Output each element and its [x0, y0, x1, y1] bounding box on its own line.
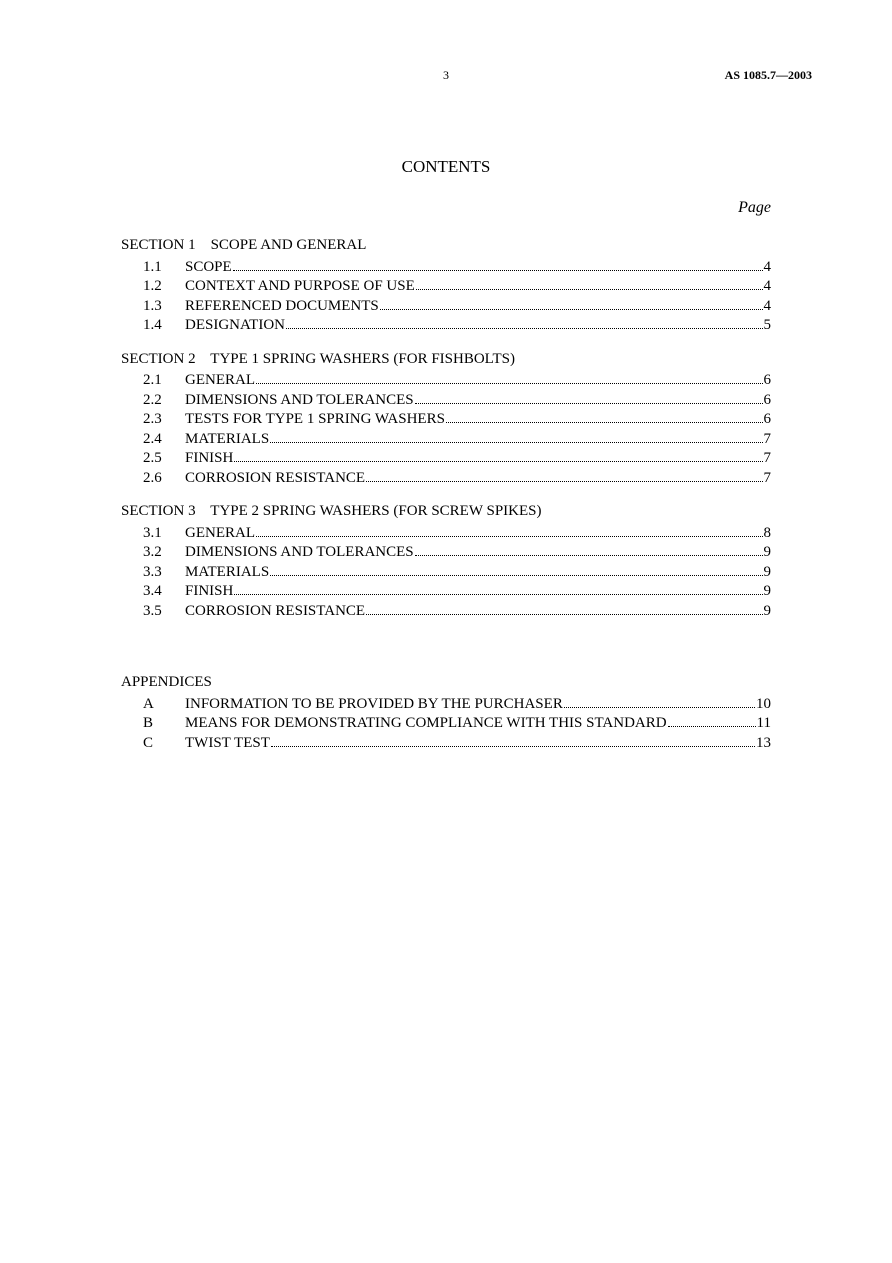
dot-leader — [564, 693, 755, 708]
entry-title: CONTEXT AND PURPOSE OF USE — [185, 278, 415, 294]
entry-page: 4 — [763, 278, 771, 294]
entry-number: 3.4 — [143, 583, 162, 599]
dot-leader — [234, 447, 762, 462]
entry-title: FINISH — [185, 583, 234, 599]
toc-entry[interactable] — [121, 522, 771, 542]
dot-leader — [270, 561, 762, 576]
toc-entry[interactable] — [121, 256, 771, 276]
dot-leader — [256, 522, 763, 537]
entry-page: 6 — [763, 372, 771, 388]
entry-title: MEANS FOR DEMONSTRATING COMPLIANCE WITH THIS STANDARD — [185, 715, 667, 731]
entry-title: CORROSION RESISTANCE — [185, 602, 366, 619]
entry-title: REFERENCED DOCUMENTS — [185, 297, 379, 314]
entry-page: 4 — [763, 258, 771, 275]
dot-leader — [415, 541, 763, 556]
entry-number: 3.3 — [143, 563, 162, 580]
entry-title: CORROSION RESISTANCE — [185, 469, 366, 486]
entry-title: MATERIALS — [185, 430, 270, 447]
entry-number: 3.2 — [143, 544, 162, 560]
entry-number: 3.5 — [143, 602, 162, 619]
toc-section-2 — [121, 350, 771, 487]
toc-section-3 — [121, 502, 771, 619]
toc-entry[interactable] — [121, 389, 771, 409]
dot-leader — [366, 467, 762, 482]
toc-entry[interactable] — [121, 408, 771, 428]
dot-leader — [233, 256, 763, 271]
entry-title: GENERAL — [185, 524, 255, 541]
entry-page: 6 — [763, 411, 771, 427]
dot-leader — [366, 600, 762, 615]
entry-page: 6 — [763, 391, 771, 408]
toc-entry[interactable] — [121, 314, 771, 334]
entry-number: 2.3 — [143, 411, 162, 427]
document-id: AS 1085.7—2003 — [724, 68, 812, 82]
table-of-contents — [121, 236, 771, 767]
entry-page: 4 — [763, 297, 771, 314]
entry-page: 9 — [763, 602, 771, 619]
entry-page: 8 — [763, 524, 771, 541]
entry-page: 13 — [756, 734, 771, 751]
entry-page: 7 — [763, 430, 771, 447]
entry-page: 9 — [763, 563, 771, 580]
toc-entry[interactable] — [121, 693, 771, 713]
section-heading: SECTION 2 TYPE 1 SPRING WASHERS (FOR FISHBOLTS) — [121, 350, 515, 367]
entry-number: 2.1 — [143, 372, 162, 388]
dot-leader — [271, 732, 755, 747]
toc-entry[interactable] — [121, 467, 771, 487]
dot-leader — [415, 389, 763, 404]
dot-leader — [446, 408, 763, 423]
entry-title: DIMENSIONS AND TOLERANCES — [185, 544, 414, 560]
entry-title: TESTS FOR TYPE 1 SPRING WASHERS — [185, 411, 445, 427]
entry-title: DESIGNATION — [185, 317, 285, 333]
dot-leader — [668, 712, 756, 727]
dot-leader — [270, 428, 762, 443]
entry-page: 11 — [756, 715, 771, 731]
entry-number: A — [143, 695, 154, 712]
toc-entry[interactable] — [121, 295, 771, 315]
toc-entry[interactable] — [121, 447, 771, 467]
entry-title: SCOPE — [185, 258, 232, 275]
entry-title: TWIST TEST — [185, 734, 270, 751]
entry-number: 1.2 — [143, 278, 162, 294]
toc-appendices — [121, 673, 771, 751]
page-column-label: Page — [738, 199, 771, 216]
dot-leader — [380, 295, 763, 310]
entry-page: 9 — [763, 583, 771, 599]
entry-number: 2.4 — [143, 430, 162, 447]
section-heading: SECTION 1 SCOPE AND GENERAL — [121, 237, 367, 253]
entry-page: 7 — [763, 469, 771, 486]
dot-leader — [416, 275, 763, 290]
toc-entry[interactable] — [121, 580, 771, 600]
toc-entry[interactable] — [121, 712, 771, 732]
entry-title: GENERAL — [185, 372, 255, 388]
entry-title: DIMENSIONS AND TOLERANCES — [185, 391, 414, 408]
toc-entry[interactable] — [121, 732, 771, 752]
entry-page: 10 — [756, 695, 771, 712]
toc-entry[interactable] — [121, 275, 771, 295]
entry-title: FINISH — [185, 450, 234, 466]
section-heading: SECTION 3 TYPE 2 SPRING WASHERS (FOR SCREW SPIKES) — [121, 503, 542, 519]
entry-title: MATERIALS — [185, 563, 270, 580]
entry-page: 7 — [763, 450, 771, 466]
entry-number: 3.1 — [143, 524, 162, 541]
entry-number: 2.5 — [143, 450, 162, 466]
toc-entry[interactable] — [121, 541, 771, 561]
entry-number: C — [143, 734, 154, 751]
entry-page: 5 — [763, 317, 771, 333]
entry-number: 1.4 — [143, 317, 162, 333]
entry-number: 2.6 — [143, 469, 162, 486]
toc-entry[interactable] — [121, 561, 771, 581]
entry-number: 1.3 — [143, 297, 162, 314]
toc-entry[interactable] — [121, 428, 771, 448]
toc-entry[interactable] — [121, 369, 771, 389]
toc-section-1 — [121, 236, 771, 334]
contents-title: CONTENTS — [401, 157, 491, 176]
entry-number: 2.2 — [143, 391, 162, 408]
page-number: 3 — [443, 68, 449, 82]
entry-number: 1.1 — [143, 258, 162, 275]
entry-number: B — [143, 715, 154, 731]
dot-leader — [256, 369, 763, 384]
dot-leader — [286, 314, 763, 329]
section-heading: APPENDICES — [121, 674, 212, 690]
dot-leader — [234, 580, 762, 595]
toc-entry[interactable] — [121, 600, 771, 620]
entry-page: 9 — [763, 544, 771, 560]
entry-title: INFORMATION TO BE PROVIDED BY THE PURCHASER — [185, 695, 563, 712]
